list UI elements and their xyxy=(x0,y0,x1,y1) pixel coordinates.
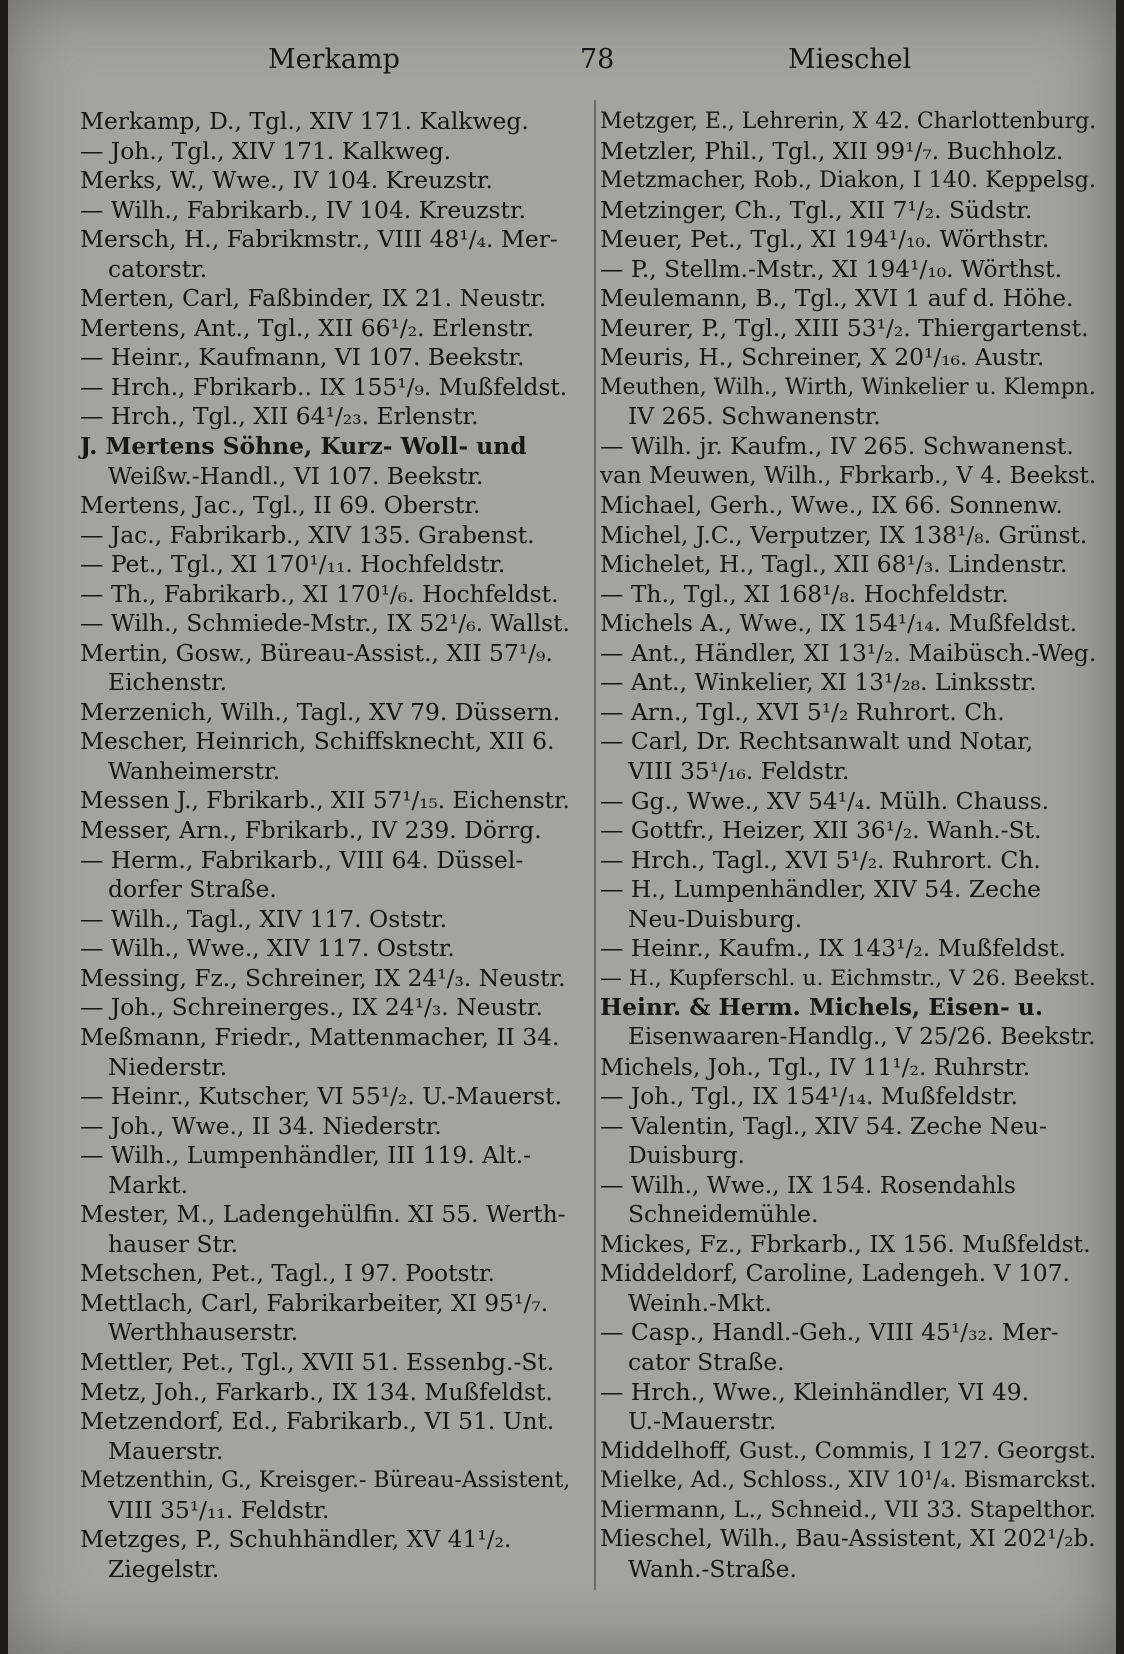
entry-continuation-line: Ziegelstr. xyxy=(108,1554,220,1583)
running-head-right: Mieschel xyxy=(788,44,912,75)
entry-line: Merkamp, D., Tgl., XIV 171. Kalkweg. xyxy=(80,107,529,135)
directory-entry xyxy=(80,1348,570,1378)
entry-line: Messer, Arn., Fbrikarb., IV 239. Dörrg. xyxy=(80,816,542,845)
entry-continuation-line: U.-Mauerstr. xyxy=(628,1407,777,1436)
directory-entry xyxy=(600,196,1096,226)
directory-entry xyxy=(600,1525,1096,1584)
entry-continuation-line: Duisburg. xyxy=(628,1141,745,1170)
directory-entry xyxy=(600,225,1096,255)
entry-continuation-line: Eichenstr. xyxy=(108,668,228,697)
directory-entry xyxy=(80,1023,570,1082)
column-divider xyxy=(594,100,596,1590)
directory-entry xyxy=(600,550,1096,580)
entry-line: — Th., Tgl., XI 168¹/₈. Hochfeldstr. xyxy=(600,579,1009,608)
entry-line: Mersch, H., Fabrikmstr., VIII 48¹/₄. Mer- xyxy=(80,225,558,254)
entry-line: Meulemann, B., Tgl., XVI 1 auf d. Höhe. xyxy=(600,284,1074,313)
entry-line: van Meuwen, Wilh., Fbrkarb., V 4. Beekst. xyxy=(600,462,1097,489)
directory-entry xyxy=(80,1259,570,1289)
entry-line: — Gg., Wwe., XV 54¹/₄. Mülh. Chauss. xyxy=(600,786,1050,815)
entry-line: — Joh., Tgl., IX 154¹/₁₄. Mußfeldstr. xyxy=(600,1082,1018,1111)
directory-entry xyxy=(80,137,570,167)
entry-line: Heinr. & Herm. Michels, Eisen- u. xyxy=(600,993,1043,1022)
directory-entry xyxy=(80,373,570,403)
directory-entry xyxy=(600,787,1096,817)
entry-line: — Wilh., Tagl., XIV 117. Oststr. xyxy=(80,904,448,933)
entry-continuation-line: dorfer Straße. xyxy=(108,875,277,904)
entry-line: Metzges, P., Schuhhändler, XV 41¹/₂. xyxy=(80,1525,512,1554)
entry-line: Mielke, Ad., Schloss., XIV 10¹/₄. Bismarckst. xyxy=(600,1467,1097,1494)
entry-line: J. Mertens Söhne, Kurz- Woll- und xyxy=(80,432,527,461)
entry-line: — Joh., Schreinerges., IX 24¹/₃. Neustr. xyxy=(80,993,543,1022)
entry-line: — Wilh., Wwe., XIV 117. Oststr. xyxy=(80,934,455,963)
entry-line: — Arn., Tgl., XVI 5¹/₂ Ruhrort. Ch. xyxy=(600,697,1005,726)
entry-line: Middelhoff, Gust., Commis, I 127. Georgst. xyxy=(600,1437,1097,1464)
directory-entry xyxy=(80,1378,570,1408)
directory-entry xyxy=(600,698,1096,728)
directory-entry xyxy=(80,727,570,786)
directory-entry xyxy=(80,580,570,610)
directory-entry xyxy=(600,1378,1096,1437)
directory-entry xyxy=(600,255,1096,285)
entry-line: — Valentin, Tagl., XIV 54. Zeche Neu- xyxy=(600,1111,1047,1140)
entry-line: Mertens, Ant., Tgl., XII 66¹/₂. Erlenstr. xyxy=(80,313,535,342)
directory-entry xyxy=(600,934,1096,964)
entry-line: Michels, Joh., Tgl., IV 11¹/₂. Ruhrstr. xyxy=(600,1052,1031,1081)
entry-continuation-line: Wanheimerstr. xyxy=(108,757,281,786)
entry-continuation-line: IV 265. Schwanenstr. xyxy=(628,402,881,431)
firm-entry xyxy=(600,993,1096,1052)
entry-line: — Wilh., Schmiede-Mstr., IX 52¹/₆. Wallst. xyxy=(80,610,570,638)
directory-entry xyxy=(80,225,570,284)
entry-line: — Wilh., Lumpenhändler, III 119. Alt.- xyxy=(80,1141,532,1170)
entry-continuation-line: VIII 35¹/₁₁. Feldstr. xyxy=(108,1495,330,1524)
directory-entry xyxy=(600,1318,1096,1377)
entry-continuation-line: Schneidemühle. xyxy=(628,1200,819,1229)
entry-line: — Ant., Händler, XI 13¹/₂. Maibüsch.-Weg. xyxy=(600,638,1097,667)
entry-line: Metzendorf, Ed., Fabrikarb., VI 51. Unt. xyxy=(80,1407,555,1436)
directory-entry xyxy=(600,964,1096,994)
entry-continuation-line: Werthhauserstr. xyxy=(108,1318,299,1347)
directory-entry xyxy=(80,107,570,137)
directory-entry xyxy=(600,1171,1096,1230)
directory-entry xyxy=(600,846,1096,876)
entry-line: Meuris, H., Schreiner, X 20¹/₁₆. Austr. xyxy=(600,343,1045,372)
entry-line: Michel, J.C., Verputzer, IX 138¹/₈. Grünst. xyxy=(600,520,1088,549)
directory-entry xyxy=(80,609,570,639)
entry-line: — H., Lumpenhändler, XIV 54. Zeche xyxy=(600,875,1041,904)
entry-continuation-line: VIII 35¹/₁₆. Feldstr. xyxy=(628,757,850,786)
directory-entry xyxy=(600,521,1096,551)
directory-entry xyxy=(600,580,1096,610)
directory-entry xyxy=(600,373,1096,432)
directory-entry xyxy=(600,432,1096,462)
entry-line: — Joh., Wwe., II 34. Niederstr. xyxy=(80,1111,442,1140)
entry-line: Michels A., Wwe., IX 154¹/₁₄. Mußfeldst. xyxy=(600,609,1078,638)
entry-line: Mickes, Fz., Fbrkarb., IX 156. Mußfeldst. xyxy=(600,1229,1091,1258)
entry-line: — Ant., Winkelier, XI 13¹/₂₈. Linksstr. xyxy=(600,668,1037,697)
entry-line: Merks, W., Wwe., IV 104. Kreuzstr. xyxy=(80,166,493,195)
directory-entry xyxy=(600,1112,1096,1171)
entry-line: Metschen, Pet., Tagl., I 97. Pootstr. xyxy=(80,1259,495,1288)
directory-entry xyxy=(80,314,570,344)
directory-entry xyxy=(80,166,570,196)
directory-entry xyxy=(80,1141,570,1200)
entry-line: Mettlach, Carl, Fabrikarbeiter, XI 95¹/₇. xyxy=(80,1288,549,1317)
entry-continuation-line: Weinh.-Mkt. xyxy=(628,1288,772,1317)
entry-line: — Wilh. jr. Kaufm., IV 265. Schwanenst. xyxy=(600,432,1074,461)
entry-line: — Th., Fabrikarb., XI 170¹/₆. Hochfeldst. xyxy=(80,579,559,608)
directory-entry xyxy=(600,137,1096,167)
entry-line: Mester, M., Ladengehülfin. XI 55. Werth- xyxy=(80,1200,566,1229)
entry-line: — Hrch., Fbrikarb.. IX 155¹/₉. Mußfeldst. xyxy=(80,372,568,401)
entry-continuation-line: Markt. xyxy=(108,1170,189,1199)
directory-entry xyxy=(80,1112,570,1142)
directory-entry xyxy=(600,816,1096,846)
entry-line: — Heinr., Kaufmann, VI 107. Beekstr. xyxy=(80,343,525,372)
directory-entry xyxy=(80,698,570,728)
entry-continuation-line: Weißw.-Handl., VI 107. Beekstr. xyxy=(108,461,484,490)
directory-entry xyxy=(600,1053,1096,1083)
directory-entry xyxy=(80,343,570,373)
directory-entry xyxy=(80,934,570,964)
directory-entry xyxy=(80,964,570,994)
directory-entry xyxy=(80,787,570,817)
directory-entry xyxy=(600,284,1096,314)
directory-entry xyxy=(600,107,1096,137)
entry-line: Meßmann, Friedr., Mattenmacher, II 34. xyxy=(80,1022,560,1051)
directory-entry xyxy=(600,1496,1096,1526)
directory-entry xyxy=(80,846,570,905)
entry-continuation-line: hauser Str. xyxy=(108,1229,239,1258)
entry-continuation-line: Wanh.-Straße. xyxy=(628,1554,797,1583)
directory-entry xyxy=(80,521,570,551)
directory-entry xyxy=(600,314,1096,344)
directory-entry xyxy=(80,1082,570,1112)
running-head-left: Merkamp xyxy=(268,44,400,75)
directory-page xyxy=(8,0,1116,1654)
entry-line: Michelet, H., Tagl., XII 68¹/₃. Lindenstr. xyxy=(600,550,1068,579)
entry-continuation-line: Neu-Duisburg. xyxy=(628,904,803,933)
entry-line: — H., Kupferschl. u. Eichmstr., V 26. Beekst. xyxy=(600,965,1096,991)
directory-entry xyxy=(80,284,570,314)
entry-line: — Hrch., Wwe., Kleinhändler, VI 49. xyxy=(600,1377,1030,1406)
entry-line: Meuthen, Wilh., Wirth, Winkelier u. Klempn. xyxy=(600,374,1096,400)
directory-entry xyxy=(80,196,570,226)
entry-line: — Heinr., Kaufm., IX 143¹/₂. Mußfeldst. xyxy=(600,934,1067,963)
entry-line: Metzinger, Ch., Tgl., XII 7¹/₂. Südstr. xyxy=(600,195,1033,224)
entry-line: — P., Stellm.-Mstr., XI 194¹/₁₀. Wörthst. xyxy=(600,254,1063,283)
entry-line: Miermann, L., Schneid., VII 33. Stapelthor. xyxy=(600,1496,1096,1523)
entry-line: Messing, Fz., Schreiner, IX 24¹/₃. Neustr. xyxy=(80,963,566,992)
entry-line: — Wilh., Fabrikarb., IV 104. Kreuzstr. xyxy=(80,195,527,224)
column-left xyxy=(80,107,570,1584)
directory-entry xyxy=(600,639,1096,669)
entry-line: Merten, Carl, Faßbinder, IX 21. Neustr. xyxy=(80,284,547,313)
entry-continuation-line: cator Straße. xyxy=(628,1347,785,1376)
directory-entry xyxy=(600,1259,1096,1318)
directory-entry xyxy=(600,609,1096,639)
entry-line: — Joh., Tgl., XIV 171. Kalkweg. xyxy=(80,136,452,165)
directory-entry xyxy=(600,668,1096,698)
page-number: 78 xyxy=(580,44,615,75)
directory-entry xyxy=(600,1466,1096,1496)
directory-entry xyxy=(80,1289,570,1348)
entry-line: Merzenich, Wilh., Tagl., XV 79. Düssern. xyxy=(80,697,561,726)
entry-line: — Herm., Fabrikarb., VIII 64. Düssel- xyxy=(80,845,524,874)
entry-line: Metzenthin, G., Kreisger.- Büreau-Assistent, xyxy=(80,1468,571,1494)
entry-line: Middeldorf, Caroline, Ladengeh. V 107. xyxy=(600,1259,1070,1288)
directory-entry xyxy=(80,550,570,580)
directory-entry xyxy=(80,1200,570,1259)
entry-line: Mieschel, Wilh., Bau-Assistent, XI 202¹/₂b. xyxy=(600,1526,1096,1553)
directory-entry xyxy=(80,905,570,935)
entry-continuation-line: Niederstr. xyxy=(108,1052,228,1081)
entry-line: — Hrch., Tgl., XII 64¹/₂₃. Erlenstr. xyxy=(80,402,479,431)
directory-entry xyxy=(80,402,570,432)
entry-line: Metzger, E., Lehrerin, X 42. Charlottenburg. xyxy=(600,109,1097,134)
entry-line: Metzmacher, Rob., Diakon, I 140. Keppelsg. xyxy=(600,167,1096,194)
entry-line: — Pet., Tgl., XI 170¹/₁₁. Hochfeldstr. xyxy=(80,550,506,579)
directory-entry xyxy=(80,1525,570,1584)
entry-line: Mertens, Jac., Tgl., II 69. Oberstr. xyxy=(80,491,481,520)
directory-entry xyxy=(80,993,570,1023)
entry-line: — Carl, Dr. Rechtsanwalt und Notar, xyxy=(600,727,1034,756)
entry-line: Mertin, Gosw., Büreau-Assist., XII 57¹/₉. xyxy=(80,638,553,667)
entry-line: — Heinr., Kutscher, VI 55¹/₂. U.-Mauerst. xyxy=(80,1082,563,1111)
directory-entry xyxy=(600,343,1096,373)
directory-entry xyxy=(600,166,1096,196)
entry-line: Michael, Gerh., Wwe., IX 66. Sonnenw. xyxy=(600,491,1063,520)
directory-entry xyxy=(80,639,570,698)
entry-line: Mescher, Heinrich, Schiffsknecht, XII 6. xyxy=(80,727,555,756)
directory-entry xyxy=(600,462,1096,492)
entry-continuation-line: Eisenwaaren-Handlg., V 25/26. Beekstr. xyxy=(628,1023,1096,1050)
directory-entry xyxy=(80,491,570,521)
entry-line: Metz, Joh., Farkarb., IX 134. Mußfeldst. xyxy=(80,1377,553,1406)
entry-line: — Hrch., Tagl., XVI 5¹/₂. Ruhrort. Ch. xyxy=(600,845,1041,874)
directory-entry xyxy=(600,875,1096,934)
directory-entry xyxy=(600,727,1096,786)
entry-line: — Gottfr., Heizer, XII 36¹/₂. Wanh.-St. xyxy=(600,816,1042,845)
entry-line: — Jac., Fabrikarb., XIV 135. Grabenst. xyxy=(80,520,535,549)
directory-entry xyxy=(80,1466,570,1525)
entry-line: Meuer, Pet., Tgl., XI 194¹/₁₀. Wörthstr. xyxy=(600,225,1050,254)
directory-entry xyxy=(600,1437,1096,1467)
directory-entry xyxy=(80,816,570,846)
entry-line: Meurer, P., Tgl., XIII 53¹/₂. Thiergartenst. xyxy=(600,313,1089,342)
entry-line: Messen J., Fbrikarb., XII 57¹/₁₅. Eichenstr. xyxy=(80,787,570,814)
firm-entry xyxy=(80,432,570,491)
directory-entry xyxy=(600,491,1096,521)
entry-line: Metzler, Phil., Tgl., XII 99¹/₇. Buchholz. xyxy=(600,136,1064,165)
directory-entry xyxy=(600,1230,1096,1260)
entry-line: — Casp., Handl.-Geh., VIII 45¹/₃₂. Mer- xyxy=(600,1318,1059,1347)
column-right xyxy=(600,107,1096,1584)
entry-continuation-line: Mauerstr. xyxy=(108,1436,224,1465)
entry-line: Mettler, Pet., Tgl., XVII 51. Essenbg.-St. xyxy=(80,1347,555,1376)
entry-line: — Wilh., Wwe., IX 154. Rosendahls xyxy=(600,1170,1016,1199)
entry-continuation-line: catorstr. xyxy=(108,254,208,283)
directory-entry xyxy=(600,1082,1096,1112)
directory-entry xyxy=(80,1407,570,1466)
